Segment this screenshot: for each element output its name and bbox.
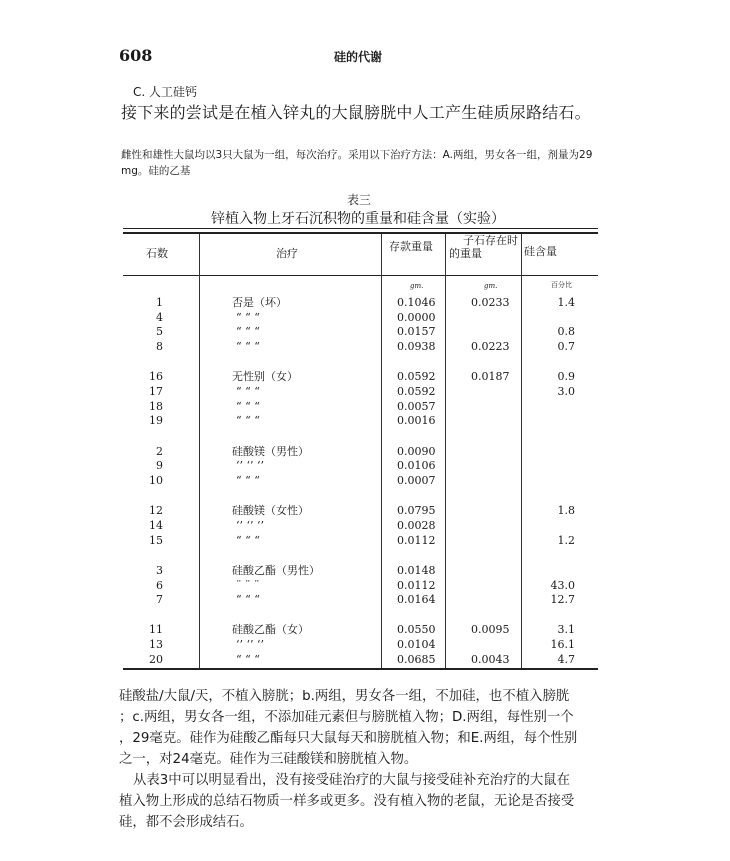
stone-number: 10 bbox=[149, 474, 163, 487]
deposit-weight: 0.0106 bbox=[397, 459, 436, 473]
conclusion-line: 从表3中可以明显看出，没有接受硅治疗的大鼠与接受硅补充治疗的大鼠在 bbox=[133, 773, 571, 788]
ditto-mark: “ “ “ bbox=[236, 340, 260, 354]
deposit-weight: 0.0090 bbox=[397, 444, 436, 458]
ditto-mark: “ “ “ bbox=[236, 474, 260, 487]
conclusion-line: 硅，都不会形成结石。 bbox=[119, 815, 253, 830]
ditto-mark: “ “ “ bbox=[236, 533, 260, 547]
header-deposit-weight: 存款重量 bbox=[389, 240, 433, 253]
deposit-weight: 0.0112 bbox=[397, 533, 436, 547]
header-stone-no: 石数 bbox=[146, 247, 168, 260]
weight-present: 0.0187 bbox=[471, 370, 510, 384]
treatment-label: 无性别（女） bbox=[232, 370, 298, 384]
stone-number: 6 bbox=[156, 578, 163, 592]
ditto-mark: “ “ “ bbox=[236, 310, 260, 324]
ditto-mark: ‘’ ‘’ ‘’ bbox=[236, 518, 264, 532]
silica-content: 4.7 bbox=[557, 652, 575, 666]
lead-sentence: 接下来的尝试是在植入锌丸的大鼠膀胱中人工产生硅质尿路结石。 bbox=[121, 103, 591, 122]
body-line: 之一，对24毫克。硅作为三硅酸镁和膀胱植入物。 bbox=[119, 752, 418, 767]
stone-number: 2 bbox=[156, 444, 163, 458]
section-heading: C. 人工硅钙 bbox=[133, 85, 198, 99]
deposit-weight: 0.0016 bbox=[397, 414, 436, 428]
silica-content: 3.1 bbox=[557, 623, 575, 637]
deposit-weight: 0.0157 bbox=[397, 325, 436, 339]
ditto-mark: ‘’ ‘’ ‘’ bbox=[236, 638, 264, 652]
silica-content: 0.7 bbox=[557, 340, 575, 354]
deposit-weight: 0.0795 bbox=[397, 504, 436, 518]
header-silica: 硅含量 bbox=[524, 245, 557, 258]
stone-number: 18 bbox=[149, 399, 163, 413]
header-weight-line2: 的重量 bbox=[449, 247, 482, 260]
stone-number: 16 bbox=[149, 370, 163, 384]
deposit-weight: 0.0104 bbox=[397, 638, 436, 652]
table-top-rule bbox=[123, 228, 598, 229]
stone-number: 13 bbox=[149, 638, 163, 652]
deposit-weight: 0.0550 bbox=[397, 623, 436, 637]
body-line: ；c.两组，男女各一组，不添加硅元素但与膀胱植入物；D.两组，每性别一个 bbox=[119, 710, 574, 725]
deposit-weight: 0.0592 bbox=[397, 385, 436, 398]
weight-present: 0.0043 bbox=[471, 652, 510, 666]
ditto-mark: “ “ “ bbox=[236, 414, 260, 428]
silica-content: 43.0 bbox=[550, 578, 575, 592]
running-title: 硅的代谢 bbox=[334, 50, 383, 64]
conclusion-line: 植入物上形成的总结石物质一样多或更多。没有植入物的老鼠，无论是否接受 bbox=[119, 794, 575, 809]
silica-content: 0.9 bbox=[557, 370, 575, 384]
stone-number: 12 bbox=[149, 504, 163, 518]
stone-number: 8 bbox=[156, 340, 163, 354]
treatment-label: 硅酸乙酯（男性） bbox=[232, 563, 320, 577]
deposit-weight: 0.0112 bbox=[397, 578, 436, 592]
silica-content: 1.4 bbox=[557, 296, 575, 309]
stone-number: 19 bbox=[149, 414, 163, 428]
table-bottom-rule bbox=[123, 668, 598, 670]
treatment-label: 硅酸镁（男性） bbox=[232, 444, 309, 458]
silica-content: 0.8 bbox=[557, 325, 575, 339]
treatment-label: 硅酸乙酯（女） bbox=[232, 623, 309, 637]
stone-number: 9 bbox=[156, 459, 163, 473]
method-note: 雌性和雄性大鼠均以3只大鼠为一组，每次治疗。采用以下治疗方法：A.两组，男女各一组，剂量为29 mg。硅的乙基 bbox=[121, 149, 593, 177]
stone-number: 20 bbox=[149, 652, 163, 666]
ditto-mark: ¨ ¨ ¨ bbox=[236, 578, 260, 592]
ditto-mark: “ “ “ bbox=[236, 325, 260, 339]
table-label: 表三 bbox=[347, 193, 372, 207]
stone-number: 14 bbox=[149, 518, 163, 532]
silica-content: 3.0 bbox=[557, 385, 575, 398]
stone-number: 5 bbox=[156, 325, 163, 339]
deposit-weight: 0.0592 bbox=[397, 370, 436, 384]
stone-number: 17 bbox=[149, 385, 163, 398]
deposit-weight: 0.0164 bbox=[397, 593, 436, 607]
ditto-mark: “ “ “ bbox=[236, 385, 260, 398]
deposit-weight: 0.0057 bbox=[397, 399, 436, 413]
body-line: 硅酸盐/大鼠/天，不植入膀胱；b.两组，男女各一组，不加硅，也不植入膀胱 bbox=[119, 689, 570, 704]
stone-number: 15 bbox=[149, 533, 163, 547]
silica-content: 12.7 bbox=[550, 593, 575, 607]
treatment-label: 否是（坏） bbox=[232, 296, 287, 309]
body-paragraph bbox=[119, 686, 605, 770]
treatment-label: 硅酸镁（女性） bbox=[232, 504, 309, 518]
unit-silica: 百分比 bbox=[551, 281, 572, 289]
ditto-mark: “ “ “ bbox=[236, 652, 260, 666]
deposit-weight: 0.0938 bbox=[397, 340, 436, 354]
stone-number: 3 bbox=[156, 563, 163, 577]
deposit-weight: 0.0028 bbox=[397, 518, 436, 532]
stone-number: 4 bbox=[156, 310, 163, 324]
column-divider bbox=[521, 234, 522, 668]
silica-content: 1.8 bbox=[557, 504, 575, 518]
header-treatment: 治疗 bbox=[276, 247, 298, 260]
deposit-weight: 0.0007 bbox=[397, 474, 436, 487]
body-line: ，29毫克。硅作为硅酸乙酯每只大鼠每天和膀胱植入物；和E.两组，每个性别 bbox=[119, 731, 578, 746]
weight-present: 0.0223 bbox=[471, 340, 510, 354]
page-number: 608 bbox=[119, 46, 153, 65]
table-title: 锌植入物上牙石沉积物的重量和硅含量（实验） bbox=[211, 211, 505, 227]
stone-number: 11 bbox=[149, 623, 163, 637]
weight-present: 0.0233 bbox=[471, 296, 510, 309]
header-weight-line1: 子石存在时 bbox=[463, 234, 518, 247]
stone-number: 1 bbox=[156, 296, 163, 309]
deposit-weight: 0.0148 bbox=[397, 563, 436, 577]
column-divider bbox=[199, 234, 200, 668]
ditto-mark: “ “ “ bbox=[236, 399, 260, 413]
column-divider bbox=[445, 234, 446, 668]
deposit-weight: 0.0685 bbox=[397, 652, 436, 666]
silica-content: 16.1 bbox=[550, 638, 575, 652]
weight-present: 0.0095 bbox=[471, 623, 510, 637]
deposit-weight: 0.1046 bbox=[397, 296, 436, 309]
deposit-weight: 0.0000 bbox=[397, 310, 436, 324]
table-header-rule bbox=[123, 275, 598, 276]
stone-number: 7 bbox=[156, 593, 163, 607]
ditto-mark: “ “ “ bbox=[236, 593, 260, 607]
ditto-mark: ‘’ ‘’ ‘’ bbox=[236, 459, 264, 473]
conclusion-paragraph bbox=[119, 770, 605, 833]
column-divider bbox=[381, 234, 382, 668]
silica-content: 1.2 bbox=[557, 533, 575, 547]
unit-deposit: gm. bbox=[410, 282, 424, 290]
unit-weight: gm. bbox=[484, 282, 498, 290]
table-top-rule-double bbox=[123, 232, 598, 234]
